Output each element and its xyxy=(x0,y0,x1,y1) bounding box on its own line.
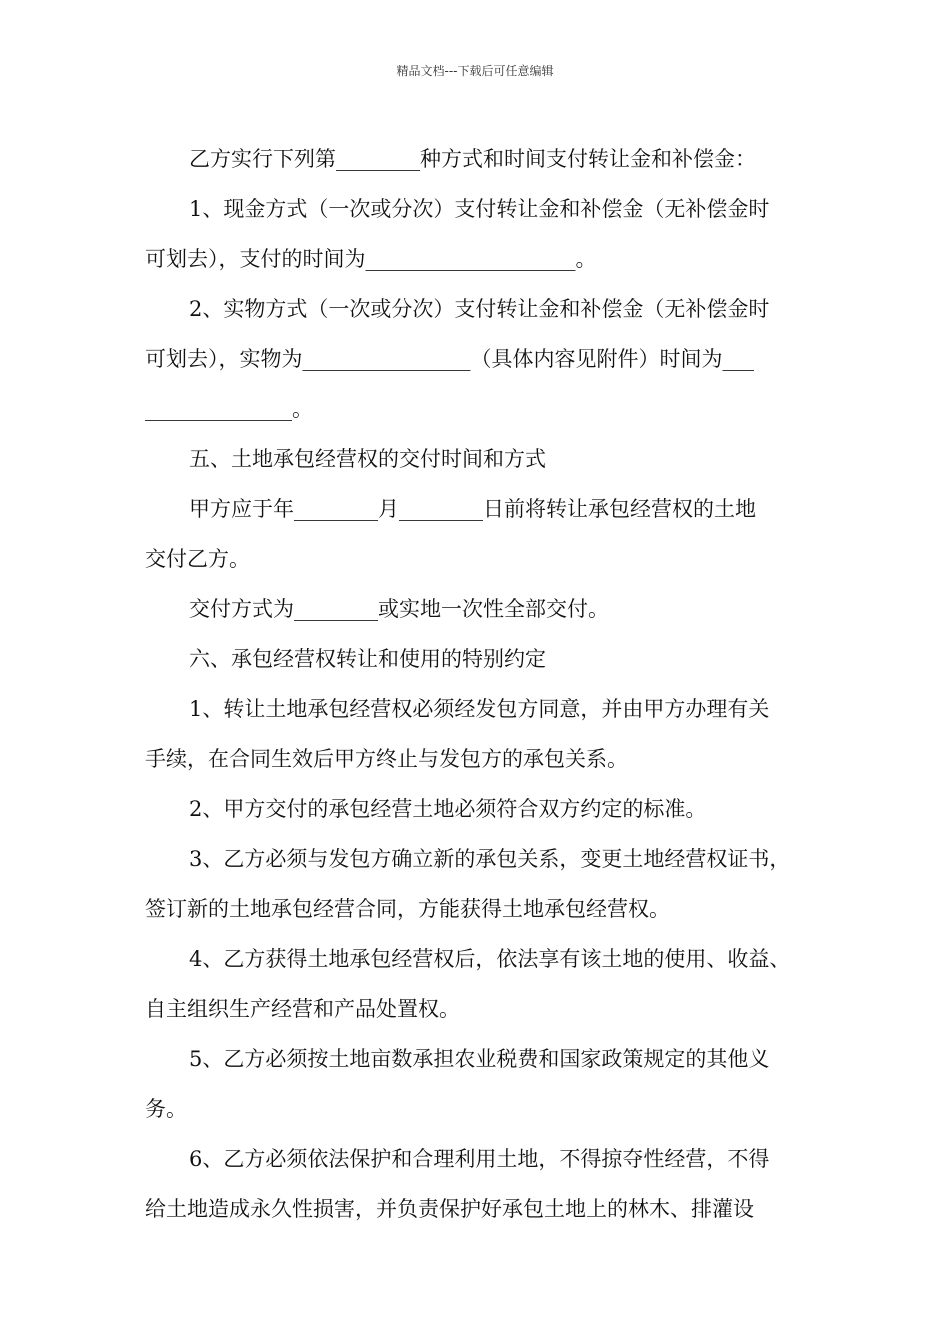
paragraph-line: 乙方实行下列第________种方式和时间支付转让金和补偿金： xyxy=(189,147,756,171)
paragraph-line: 可划去），支付的时间为____________________。 xyxy=(145,247,597,271)
paragraph-line: 2、实物方式（一次或分次）支付转让金和补偿金（无补偿金时 xyxy=(189,297,770,321)
paragraph-line: 交付乙方。 xyxy=(145,547,250,571)
paragraph-line: 2、甲方交付的承包经营土地必须符合双方约定的标准。 xyxy=(189,797,707,821)
paragraph-line: 务。 xyxy=(145,1097,187,1121)
paragraph-line: 签订新的土地承包经营合同，方能获得土地承包经营权。 xyxy=(145,897,670,921)
paragraph-line: 交付方式为________或实地一次性全部交付。 xyxy=(189,597,609,621)
paragraph-line: 1、现金方式（一次或分次）支付转让金和补偿金（无补偿金时 xyxy=(189,197,770,221)
paragraph-line: 3、乙方必须与发包方确立新的承包关系，变更土地经营权证书， xyxy=(189,847,791,871)
paragraph-line: 给土地造成永久性损害，并负责保护好承包土地上的林木、排灌设 xyxy=(145,1197,754,1221)
document-body xyxy=(145,134,835,1234)
paragraph-line: 6、乙方必须依法保护和合理利用土地，不得掠夺性经营，不得 xyxy=(189,1147,770,1171)
paragraph-line: 甲方应于年________月________日前将转让承包经营权的土地 xyxy=(189,497,756,521)
page-header: 精品文档---下载后可任意编辑 xyxy=(396,64,554,78)
paragraph-line: 5、乙方必须按土地亩数承担农业税费和国家政策规定的其他义 xyxy=(189,1047,770,1071)
paragraph-line: ______________。 xyxy=(145,397,313,421)
paragraph-line: 1、转让土地承包经营权必须经发包方同意，并由甲方办理有关 xyxy=(189,697,770,721)
section-heading: 六、承包经营权转让和使用的特别约定 xyxy=(189,647,546,671)
paragraph-line: 可划去），实物为________________（具体内容见附件）时间为___ xyxy=(145,347,754,371)
section-heading: 五、土地承包经营权的交付时间和方式 xyxy=(189,447,546,471)
paragraph-line: 手续，在合同生效后甲方终止与发包方的承包关系。 xyxy=(145,747,628,771)
paragraph-line: 4、乙方获得土地承包经营权后，依法享有该土地的使用、收益、 xyxy=(189,947,791,971)
paragraph-line: 自主组织生产经营和产品处置权。 xyxy=(145,997,460,1021)
